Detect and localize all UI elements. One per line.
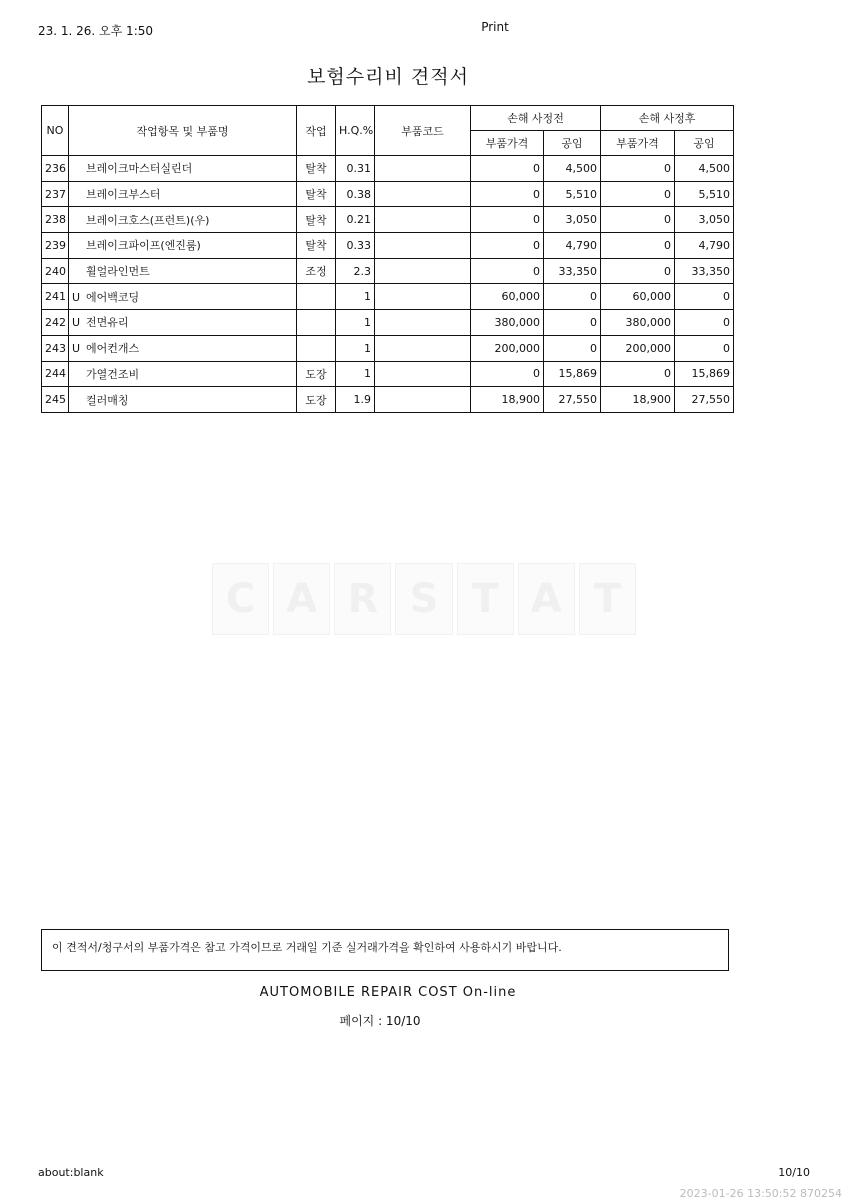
row-work: 탈착 xyxy=(297,156,336,182)
row-after-labor: 5,510 xyxy=(675,181,734,207)
price-notice: 이 견적서/청구서의 부품가격은 참고 가격이므로 거래일 기준 실거래가격을 확인하여 사용하시기 바랍니다. xyxy=(41,929,729,971)
row-after-part-price: 0 xyxy=(601,233,675,259)
row-hq: 1 xyxy=(336,335,375,361)
row-no: 245 xyxy=(42,387,69,413)
watermark-letter: C xyxy=(212,563,269,635)
row-hq: 0.38 xyxy=(336,181,375,207)
table-body xyxy=(42,156,734,413)
row-item xyxy=(69,181,297,207)
row-after-labor: 0 xyxy=(675,335,734,361)
row-after-part-price: 18,900 xyxy=(601,387,675,413)
row-hq: 0.21 xyxy=(336,207,375,233)
col-no: NO xyxy=(42,106,69,156)
row-no: 241 xyxy=(42,284,69,310)
browser-page-count: 10/10 xyxy=(778,1166,810,1179)
table-row xyxy=(42,387,734,413)
row-after-labor: 4,790 xyxy=(675,233,734,259)
row-before-labor: 0 xyxy=(544,310,601,336)
row-work: 탈착 xyxy=(297,181,336,207)
row-u-flag: U xyxy=(72,342,81,356)
col-hq: H.Q.% xyxy=(336,106,375,156)
row-before-part-price: 0 xyxy=(471,181,544,207)
row-before-labor: 0 xyxy=(544,284,601,310)
col-item: 작업항목 및 부품명 xyxy=(69,106,297,156)
row-after-part-price: 0 xyxy=(601,207,675,233)
row-hq: 0.31 xyxy=(336,156,375,182)
row-before-part-price: 0 xyxy=(471,361,544,387)
row-before-part-price: 18,900 xyxy=(471,387,544,413)
col-after-part-price: 부품가격 xyxy=(601,131,675,156)
row-after-labor: 15,869 xyxy=(675,361,734,387)
row-u-flag: U xyxy=(72,290,81,304)
row-item xyxy=(69,156,297,182)
row-item-label: 에어컨개스 xyxy=(86,342,140,356)
row-item-label: 전면유리 xyxy=(86,316,129,330)
row-after-part-price: 0 xyxy=(601,181,675,207)
row-item xyxy=(69,361,297,387)
row-before-labor: 33,350 xyxy=(544,258,601,284)
row-item-label: 컬러매칭 xyxy=(86,393,129,407)
row-part-code xyxy=(375,156,471,182)
row-work xyxy=(297,310,336,336)
row-after-labor: 4,500 xyxy=(675,156,734,182)
table-row xyxy=(42,335,734,361)
row-item xyxy=(69,233,297,259)
row-item-label: 에어백코딩 xyxy=(86,290,140,304)
row-after-labor: 0 xyxy=(675,284,734,310)
carstat-watermark xyxy=(212,563,636,635)
table-row xyxy=(42,233,734,259)
row-after-part-price: 0 xyxy=(601,361,675,387)
row-item-label: 브레이크파이프(엔진룸) xyxy=(86,239,201,253)
row-part-code xyxy=(375,207,471,233)
row-before-labor: 0 xyxy=(544,335,601,361)
col-group-after: 손해 사정후 xyxy=(601,106,734,131)
table-row xyxy=(42,181,734,207)
col-after-labor: 공임 xyxy=(675,131,734,156)
row-hq: 0.33 xyxy=(336,233,375,259)
watermark-letter: T xyxy=(457,563,514,635)
row-no: 240 xyxy=(42,258,69,284)
row-before-part-price: 60,000 xyxy=(471,284,544,310)
row-work: 탈착 xyxy=(297,207,336,233)
row-item-label: 가열건조비 xyxy=(86,367,140,381)
table-row xyxy=(42,284,734,310)
table-row xyxy=(42,207,734,233)
row-hq: 1 xyxy=(336,284,375,310)
browser-url: about:blank xyxy=(38,1166,104,1179)
row-hq: 1.9 xyxy=(336,387,375,413)
watermark-letter: S xyxy=(395,563,452,635)
row-part-code xyxy=(375,233,471,259)
row-item xyxy=(69,335,297,361)
row-no: 236 xyxy=(42,156,69,182)
watermark-letter: T xyxy=(579,563,636,635)
row-part-code xyxy=(375,310,471,336)
row-after-part-price: 0 xyxy=(601,156,675,182)
row-after-part-price: 0 xyxy=(601,258,675,284)
row-work: 조정 xyxy=(297,258,336,284)
row-item-label: 브레이크마스터실린더 xyxy=(86,162,193,176)
row-after-labor: 33,350 xyxy=(675,258,734,284)
row-part-code xyxy=(375,335,471,361)
row-item-label: 브레이크호스(프런트)(우) xyxy=(86,213,210,227)
table-row xyxy=(42,361,734,387)
row-part-code xyxy=(375,387,471,413)
row-part-code xyxy=(375,361,471,387)
row-item xyxy=(69,207,297,233)
row-work: 도장 xyxy=(297,387,336,413)
row-before-part-price: 0 xyxy=(471,233,544,259)
footer-service-name: AUTOMOBILE REPAIR COST On-line xyxy=(259,985,517,1000)
row-after-part-price: 60,000 xyxy=(601,284,675,310)
row-before-part-price: 0 xyxy=(471,207,544,233)
row-after-labor: 27,550 xyxy=(675,387,734,413)
row-before-labor: 3,050 xyxy=(544,207,601,233)
row-before-part-price: 0 xyxy=(471,156,544,182)
row-u-flag: U xyxy=(72,316,81,330)
row-item-label: 브레이크부스터 xyxy=(86,188,161,202)
col-part-code: 부품코드 xyxy=(375,106,471,156)
row-part-code xyxy=(375,181,471,207)
table-row xyxy=(42,310,734,336)
print-label: Print xyxy=(481,20,509,34)
row-work xyxy=(297,284,336,310)
row-before-labor: 5,510 xyxy=(544,181,601,207)
row-hq: 1 xyxy=(336,361,375,387)
row-item xyxy=(69,284,297,310)
row-no: 238 xyxy=(42,207,69,233)
row-item-label: 휠얼라인먼트 xyxy=(86,265,150,279)
row-after-labor: 0 xyxy=(675,310,734,336)
row-hq: 1 xyxy=(336,310,375,336)
watermark-letter: R xyxy=(334,563,391,635)
row-before-labor: 27,550 xyxy=(544,387,601,413)
row-no: 243 xyxy=(42,335,69,361)
watermark-letter: A xyxy=(518,563,575,635)
row-work: 도장 xyxy=(297,361,336,387)
row-after-labor: 3,050 xyxy=(675,207,734,233)
row-part-code xyxy=(375,258,471,284)
col-before-labor: 공임 xyxy=(544,131,601,156)
print-datetime: 23. 1. 26. 오후 1:50 xyxy=(38,24,154,38)
row-no: 237 xyxy=(42,181,69,207)
col-before-part-price: 부품가격 xyxy=(471,131,544,156)
table-header xyxy=(42,106,734,156)
row-after-part-price: 380,000 xyxy=(601,310,675,336)
row-item xyxy=(69,310,297,336)
row-hq: 2.3 xyxy=(336,258,375,284)
timestamp-stamp: 2023-01-26 13:50:52 870254 xyxy=(679,1187,842,1200)
row-item xyxy=(69,258,297,284)
row-no: 244 xyxy=(42,361,69,387)
footer-page-number: 페이지 : 10/10 xyxy=(339,1014,421,1028)
row-after-part-price: 200,000 xyxy=(601,335,675,361)
row-no: 239 xyxy=(42,233,69,259)
row-before-labor: 4,790 xyxy=(544,233,601,259)
row-before-labor: 15,869 xyxy=(544,361,601,387)
watermark-letter: A xyxy=(273,563,330,635)
row-before-part-price: 380,000 xyxy=(471,310,544,336)
col-group-before: 손해 사정전 xyxy=(471,106,601,131)
row-before-labor: 4,500 xyxy=(544,156,601,182)
row-item xyxy=(69,387,297,413)
row-work: 탈착 xyxy=(297,233,336,259)
estimate-table xyxy=(41,105,734,413)
row-before-part-price: 200,000 xyxy=(471,335,544,361)
row-part-code xyxy=(375,284,471,310)
table-row xyxy=(42,258,734,284)
row-no: 242 xyxy=(42,310,69,336)
row-before-part-price: 0 xyxy=(471,258,544,284)
document-title: 보험수리비 견적서 xyxy=(307,66,469,88)
table-row xyxy=(42,156,734,182)
col-work: 작업 xyxy=(297,106,336,156)
row-work xyxy=(297,335,336,361)
